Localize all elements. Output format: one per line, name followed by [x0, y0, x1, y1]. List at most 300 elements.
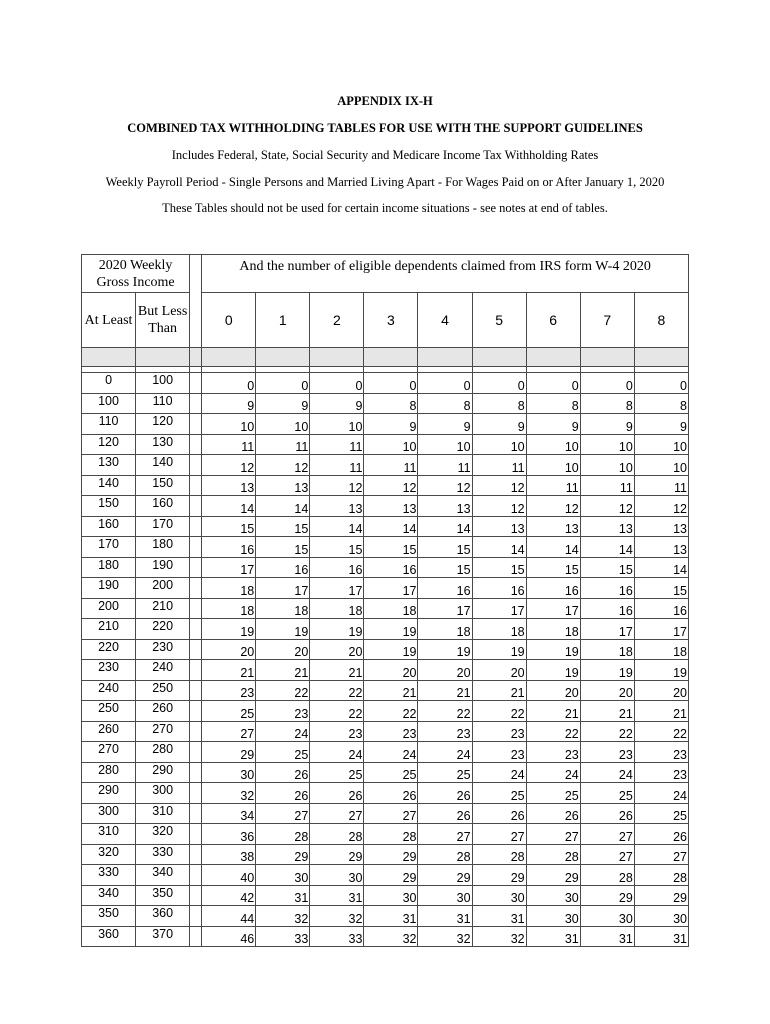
separator-cell — [190, 414, 202, 435]
separator-cell — [190, 516, 202, 537]
separator-cell — [190, 598, 202, 619]
withholding-amount-cell: 17 — [526, 598, 580, 619]
withholding-amount-cell: 32 — [472, 926, 526, 947]
withholding-amount-cell: 19 — [364, 639, 418, 660]
less-than-cell: 110 — [136, 393, 190, 414]
withholding-amount-cell: 11 — [472, 455, 526, 476]
withholding-amount-cell: 15 — [364, 537, 418, 558]
withholding-amount-cell: 10 — [472, 434, 526, 455]
at-least-cell: 180 — [82, 557, 136, 578]
withholding-amount-cell: 24 — [256, 721, 310, 742]
withholding-amount-cell: 11 — [364, 455, 418, 476]
table-row — [82, 906, 689, 927]
withholding-amount-cell: 12 — [202, 455, 256, 476]
less-than-cell: 170 — [136, 516, 190, 537]
dependents-column-header: 1 — [256, 293, 310, 348]
withholding-amount-cell: 30 — [526, 906, 580, 927]
less-than-cell: 360 — [136, 906, 190, 927]
withholding-amount-cell: 16 — [418, 578, 472, 599]
withholding-amount-cell: 29 — [364, 844, 418, 865]
at-least-cell: 240 — [82, 680, 136, 701]
withholding-amount-cell: 22 — [310, 680, 364, 701]
withholding-amount-cell: 25 — [580, 783, 634, 804]
withholding-amount-cell: 10 — [256, 414, 310, 435]
withholding-amount-cell: 20 — [418, 660, 472, 681]
withholding-amount-cell: 19 — [364, 619, 418, 640]
table-row — [82, 824, 689, 845]
dependents-column-header: 2 — [310, 293, 364, 348]
table-row — [82, 803, 689, 824]
separator-cell — [190, 926, 202, 947]
withholding-amount-cell: 27 — [418, 824, 472, 845]
withholding-amount-cell: 29 — [256, 844, 310, 865]
at-least-cell: 190 — [82, 578, 136, 599]
withholding-amount-cell: 10 — [202, 414, 256, 435]
at-least-cell: 210 — [82, 619, 136, 640]
withholding-amount-cell: 19 — [634, 660, 688, 681]
less-than-cell: 190 — [136, 557, 190, 578]
withholding-amount-cell: 0 — [256, 373, 310, 394]
withholding-amount-cell: 9 — [256, 393, 310, 414]
at-least-cell: 0 — [82, 373, 136, 394]
at-least-cell: 160 — [82, 516, 136, 537]
dependents-column-header: 4 — [418, 293, 472, 348]
withholding-amount-cell: 14 — [472, 537, 526, 558]
table-row — [82, 926, 689, 947]
less-than-cell: 280 — [136, 742, 190, 763]
withholding-amount-cell: 27 — [634, 844, 688, 865]
separator-cell — [190, 762, 202, 783]
withholding-amount-cell: 30 — [256, 865, 310, 886]
includes-note: Includes Federal, State, Social Security and Medicare Income Tax Withholding Rates — [171, 148, 599, 162]
less-than-cell: 230 — [136, 639, 190, 660]
less-than-cell: 240 — [136, 660, 190, 681]
withholding-amount-cell: 0 — [580, 373, 634, 394]
at-least-cell: 320 — [82, 844, 136, 865]
withholding-amount-cell: 16 — [526, 578, 580, 599]
at-least-cell: 350 — [82, 906, 136, 927]
blank-shaded-row — [82, 348, 689, 367]
withholding-amount-cell: 9 — [580, 414, 634, 435]
withholding-amount-cell: 29 — [364, 865, 418, 886]
withholding-amount-cell: 0 — [526, 373, 580, 394]
withholding-amount-cell: 27 — [364, 803, 418, 824]
less-than-cell: 350 — [136, 885, 190, 906]
withholding-amount-cell: 29 — [202, 742, 256, 763]
withholding-amount-cell: 28 — [526, 844, 580, 865]
withholding-amount-cell: 27 — [526, 824, 580, 845]
withholding-amount-cell: 26 — [364, 783, 418, 804]
separator-cell — [190, 824, 202, 845]
withholding-amount-cell: 14 — [418, 516, 472, 537]
withholding-amount-cell: 15 — [580, 557, 634, 578]
less-than-cell: 310 — [136, 803, 190, 824]
withholding-amount-cell: 8 — [364, 393, 418, 414]
withholding-amount-cell: 26 — [256, 762, 310, 783]
withholding-amount-cell: 10 — [526, 455, 580, 476]
table-row — [82, 393, 689, 414]
separator-cell — [190, 455, 202, 476]
table-row — [82, 865, 689, 886]
less-than-cell: 300 — [136, 783, 190, 804]
withholding-amount-cell: 16 — [634, 598, 688, 619]
withholding-amount-cell: 15 — [256, 516, 310, 537]
withholding-amount-cell: 28 — [256, 824, 310, 845]
withholding-amount-cell: 30 — [580, 906, 634, 927]
withholding-amount-cell: 30 — [202, 762, 256, 783]
less-than-cell: 270 — [136, 721, 190, 742]
withholding-amount-cell: 9 — [418, 414, 472, 435]
withholding-amount-cell: 23 — [364, 721, 418, 742]
at-least-cell: 170 — [82, 537, 136, 558]
table-body — [82, 373, 689, 947]
at-least-cell: 260 — [82, 721, 136, 742]
less-than-cell: 150 — [136, 475, 190, 496]
withholding-amount-cell: 24 — [364, 742, 418, 763]
separator-cell — [190, 496, 202, 517]
withholding-amount-cell: 19 — [202, 619, 256, 640]
withholding-amount-cell: 19 — [580, 660, 634, 681]
separator-cell — [190, 906, 202, 927]
withholding-amount-cell: 23 — [418, 721, 472, 742]
withholding-amount-cell: 0 — [472, 373, 526, 394]
withholding-amount-cell: 18 — [256, 598, 310, 619]
withholding-amount-cell: 27 — [580, 824, 634, 845]
table-row — [82, 762, 689, 783]
withholding-amount-cell: 22 — [526, 721, 580, 742]
withholding-amount-cell: 19 — [310, 619, 364, 640]
withholding-amount-cell: 11 — [526, 475, 580, 496]
withholding-amount-cell: 16 — [364, 557, 418, 578]
separator-cell — [190, 578, 202, 599]
withholding-amount-cell: 16 — [256, 557, 310, 578]
withholding-amount-cell: 22 — [364, 701, 418, 722]
less-than-cell: 290 — [136, 762, 190, 783]
at-least-cell: 120 — [82, 434, 136, 455]
withholding-amount-cell: 18 — [418, 619, 472, 640]
payroll-period-note: Weekly Payroll Period - Single Persons and Married Living Apart - For Wages Paid on or After January 1, 2020 — [105, 175, 665, 189]
withholding-amount-cell: 12 — [364, 475, 418, 496]
withholding-amount-cell: 22 — [256, 680, 310, 701]
withholding-amount-cell: 25 — [472, 783, 526, 804]
withholding-amount-cell: 17 — [310, 578, 364, 599]
withholding-amount-cell: 25 — [310, 762, 364, 783]
table-row — [82, 414, 689, 435]
withholding-amount-cell: 14 — [634, 557, 688, 578]
withholding-amount-cell: 24 — [580, 762, 634, 783]
withholding-amount-cell: 29 — [580, 885, 634, 906]
dependents-column-header: 3 — [364, 293, 418, 348]
withholding-amount-cell: 30 — [472, 885, 526, 906]
withholding-amount-cell: 25 — [634, 803, 688, 824]
withholding-amount-cell: 23 — [580, 742, 634, 763]
withholding-amount-cell: 19 — [472, 639, 526, 660]
withholding-amount-cell: 13 — [256, 475, 310, 496]
withholding-amount-cell: 30 — [310, 865, 364, 886]
withholding-amount-cell: 46 — [202, 926, 256, 947]
withholding-amount-cell: 11 — [310, 455, 364, 476]
withholding-amount-cell: 23 — [256, 701, 310, 722]
withholding-amount-cell: 20 — [634, 680, 688, 701]
dependents-header: And the number of eligible dependents claimed from IRS form W-4 2020 — [202, 255, 689, 293]
withholding-amount-cell: 32 — [256, 906, 310, 927]
withholding-amount-cell: 38 — [202, 844, 256, 865]
table-row — [82, 578, 689, 599]
table-row — [82, 475, 689, 496]
less-than-cell: 180 — [136, 537, 190, 558]
withholding-amount-cell: 29 — [310, 844, 364, 865]
withholding-amount-cell: 13 — [634, 537, 688, 558]
withholding-amount-cell: 12 — [634, 496, 688, 517]
at-least-cell: 300 — [82, 803, 136, 824]
withholding-amount-cell: 24 — [526, 762, 580, 783]
withholding-amount-cell: 30 — [364, 885, 418, 906]
withholding-amount-cell: 31 — [580, 926, 634, 947]
withholding-amount-cell: 14 — [256, 496, 310, 517]
separator-cell — [190, 885, 202, 906]
withholding-amount-cell: 28 — [634, 865, 688, 886]
less-than-cell: 320 — [136, 824, 190, 845]
withholding-amount-cell: 23 — [202, 680, 256, 701]
withholding-amount-cell: 26 — [256, 783, 310, 804]
withholding-amount-cell: 25 — [364, 762, 418, 783]
separator-cell — [190, 434, 202, 455]
withholding-amount-cell: 8 — [526, 393, 580, 414]
withholding-amount-cell: 10 — [634, 455, 688, 476]
withholding-amount-cell: 26 — [418, 783, 472, 804]
withholding-amount-cell: 25 — [526, 783, 580, 804]
table-row — [82, 721, 689, 742]
at-least-cell: 250 — [82, 701, 136, 722]
withholding-amount-cell: 26 — [526, 803, 580, 824]
dependents-column-header: 0 — [202, 293, 256, 348]
withholding-amount-cell: 9 — [202, 393, 256, 414]
withholding-amount-cell: 13 — [364, 496, 418, 517]
withholding-amount-cell: 36 — [202, 824, 256, 845]
withholding-amount-cell: 21 — [580, 701, 634, 722]
withholding-amount-cell: 10 — [364, 434, 418, 455]
withholding-amount-cell: 27 — [472, 824, 526, 845]
withholding-amount-cell: 23 — [472, 742, 526, 763]
withholding-amount-cell: 10 — [580, 455, 634, 476]
withholding-amount-cell: 11 — [580, 475, 634, 496]
withholding-amount-cell: 15 — [472, 557, 526, 578]
withholding-amount-cell: 22 — [634, 721, 688, 742]
withholding-amount-cell: 30 — [526, 885, 580, 906]
withholding-amount-cell: 23 — [526, 742, 580, 763]
separator-cell — [190, 537, 202, 558]
withholding-table — [81, 254, 689, 947]
table-row — [82, 496, 689, 517]
table-row — [82, 742, 689, 763]
less-than-cell: 210 — [136, 598, 190, 619]
document-title: COMBINED TAX WITHHOLDING TABLES FOR USE WITH THE SUPPORT GUIDELINES — [127, 121, 643, 135]
at-least-cell: 140 — [82, 475, 136, 496]
withholding-amount-cell: 32 — [310, 906, 364, 927]
at-least-cell: 290 — [82, 783, 136, 804]
withholding-amount-cell: 19 — [256, 619, 310, 640]
withholding-amount-cell: 13 — [418, 496, 472, 517]
separator-cell — [190, 783, 202, 804]
withholding-amount-cell: 31 — [634, 926, 688, 947]
separator-cell — [190, 557, 202, 578]
table-row — [82, 844, 689, 865]
at-least-cell: 110 — [82, 414, 136, 435]
withholding-amount-cell: 21 — [418, 680, 472, 701]
withholding-amount-cell: 24 — [472, 762, 526, 783]
withholding-amount-cell: 11 — [256, 434, 310, 455]
withholding-amount-cell: 23 — [472, 721, 526, 742]
withholding-amount-cell: 31 — [418, 906, 472, 927]
withholding-amount-cell: 30 — [418, 885, 472, 906]
withholding-amount-cell: 16 — [202, 537, 256, 558]
withholding-amount-cell: 29 — [418, 865, 472, 886]
withholding-amount-cell: 15 — [526, 557, 580, 578]
withholding-amount-cell: 42 — [202, 885, 256, 906]
withholding-amount-cell: 21 — [256, 660, 310, 681]
separator-cell — [190, 742, 202, 763]
table-row — [82, 619, 689, 640]
withholding-amount-cell: 25 — [256, 742, 310, 763]
withholding-amount-cell: 22 — [580, 721, 634, 742]
withholding-amount-cell: 9 — [472, 414, 526, 435]
less-than-cell: 130 — [136, 434, 190, 455]
withholding-amount-cell: 13 — [472, 516, 526, 537]
less-than-cell: 250 — [136, 680, 190, 701]
separator-cell — [190, 803, 202, 824]
dependents-column-header: 6 — [526, 293, 580, 348]
withholding-amount-cell: 15 — [310, 537, 364, 558]
withholding-amount-cell: 17 — [580, 619, 634, 640]
table-row — [82, 701, 689, 722]
withholding-amount-cell: 25 — [418, 762, 472, 783]
withholding-amount-cell: 21 — [634, 701, 688, 722]
withholding-amount-cell: 0 — [418, 373, 472, 394]
at-least-cell: 280 — [82, 762, 136, 783]
separator-cell — [190, 475, 202, 496]
withholding-amount-cell: 13 — [634, 516, 688, 537]
withholding-amount-cell: 28 — [580, 865, 634, 886]
withholding-amount-cell: 15 — [202, 516, 256, 537]
withholding-amount-cell: 20 — [472, 660, 526, 681]
withholding-amount-cell: 15 — [634, 578, 688, 599]
withholding-amount-cell: 10 — [580, 434, 634, 455]
income-header: 2020 Weekly Gross Income — [82, 255, 190, 293]
withholding-amount-cell: 0 — [364, 373, 418, 394]
table-row — [82, 537, 689, 558]
dependents-column-header: 7 — [580, 293, 634, 348]
less-than-cell: 260 — [136, 701, 190, 722]
withholding-amount-cell: 23 — [634, 742, 688, 763]
withholding-amount-cell: 44 — [202, 906, 256, 927]
withholding-amount-cell: 8 — [418, 393, 472, 414]
withholding-amount-cell: 18 — [364, 598, 418, 619]
withholding-amount-cell: 27 — [256, 803, 310, 824]
withholding-amount-cell: 24 — [418, 742, 472, 763]
withholding-amount-cell: 28 — [364, 824, 418, 845]
withholding-amount-cell: 10 — [634, 434, 688, 455]
withholding-amount-cell: 9 — [364, 414, 418, 435]
withholding-amount-cell: 11 — [418, 455, 472, 476]
withholding-amount-cell: 17 — [202, 557, 256, 578]
less-than-cell: 220 — [136, 619, 190, 640]
withholding-amount-cell: 11 — [634, 475, 688, 496]
withholding-amount-cell: 21 — [202, 660, 256, 681]
withholding-amount-cell: 0 — [634, 373, 688, 394]
less-than-cell: 200 — [136, 578, 190, 599]
withholding-amount-cell: 12 — [256, 455, 310, 476]
at-least-cell: 130 — [82, 455, 136, 476]
withholding-amount-cell: 22 — [418, 701, 472, 722]
withholding-amount-cell: 13 — [202, 475, 256, 496]
dependents-column-header: 5 — [472, 293, 526, 348]
withholding-amount-cell: 16 — [472, 578, 526, 599]
usage-note: These Tables should not be used for certain income situations - see notes at end of tables. — [162, 201, 608, 215]
withholding-amount-cell: 13 — [580, 516, 634, 537]
separator-cell — [190, 680, 202, 701]
table-row — [82, 885, 689, 906]
separator-cell — [190, 639, 202, 660]
withholding-amount-cell: 10 — [418, 434, 472, 455]
at-least-cell: 360 — [82, 926, 136, 947]
withholding-amount-cell: 15 — [418, 537, 472, 558]
withholding-amount-cell: 20 — [364, 660, 418, 681]
withholding-amount-cell: 12 — [472, 475, 526, 496]
withholding-amount-cell: 33 — [256, 926, 310, 947]
withholding-amount-cell: 10 — [526, 434, 580, 455]
withholding-amount-cell: 9 — [526, 414, 580, 435]
withholding-amount-cell: 25 — [202, 701, 256, 722]
table-row — [82, 783, 689, 804]
withholding-amount-cell: 29 — [634, 885, 688, 906]
withholding-amount-cell: 18 — [526, 619, 580, 640]
less-than-cell: 330 — [136, 844, 190, 865]
withholding-amount-cell: 29 — [472, 865, 526, 886]
withholding-amount-cell: 16 — [310, 557, 364, 578]
withholding-amount-cell: 26 — [472, 803, 526, 824]
withholding-amount-cell: 30 — [634, 906, 688, 927]
withholding-amount-cell: 31 — [256, 885, 310, 906]
withholding-amount-cell: 22 — [310, 701, 364, 722]
withholding-amount-cell: 24 — [634, 783, 688, 804]
at-least-cell: 340 — [82, 885, 136, 906]
withholding-amount-cell: 8 — [472, 393, 526, 414]
withholding-amount-cell: 28 — [472, 844, 526, 865]
withholding-amount-cell: 19 — [418, 639, 472, 660]
withholding-amount-cell: 33 — [310, 926, 364, 947]
withholding-amount-cell: 21 — [472, 680, 526, 701]
dependents-column-header: 8 — [634, 293, 688, 348]
withholding-amount-cell: 12 — [472, 496, 526, 517]
withholding-amount-cell: 17 — [472, 598, 526, 619]
withholding-amount-cell: 18 — [634, 639, 688, 660]
withholding-amount-cell: 27 — [202, 721, 256, 742]
at-least-cell: 230 — [82, 660, 136, 681]
withholding-amount-cell: 19 — [526, 639, 580, 660]
withholding-amount-cell: 20 — [310, 639, 364, 660]
withholding-amount-cell: 14 — [202, 496, 256, 517]
withholding-amount-cell: 28 — [418, 844, 472, 865]
withholding-amount-cell: 12 — [310, 475, 364, 496]
at-least-cell: 150 — [82, 496, 136, 517]
less-than-cell: 120 — [136, 414, 190, 435]
withholding-amount-cell: 11 — [310, 434, 364, 455]
at-least-header: At Least — [82, 293, 136, 348]
withholding-amount-cell: 14 — [310, 516, 364, 537]
withholding-amount-cell: 26 — [310, 783, 364, 804]
at-least-cell: 100 — [82, 393, 136, 414]
withholding-amount-cell: 12 — [580, 496, 634, 517]
